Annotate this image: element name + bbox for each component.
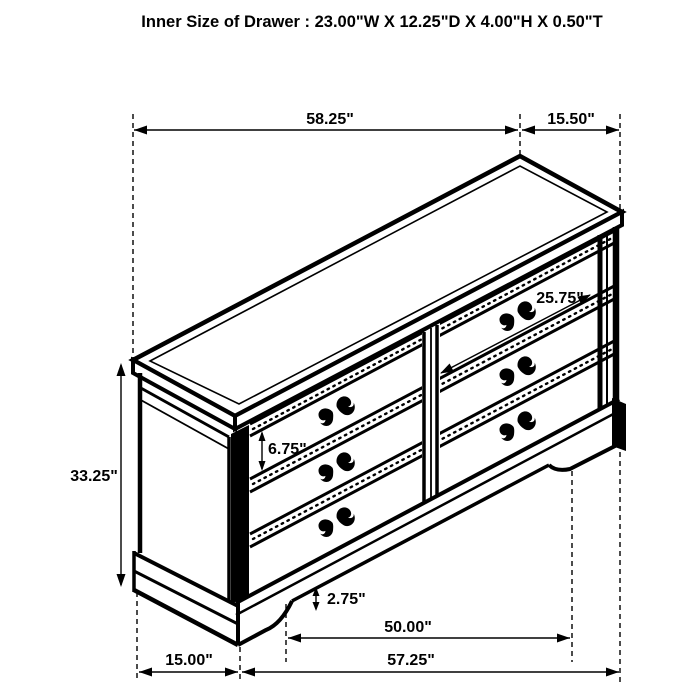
dresser-drawing xyxy=(133,156,626,645)
dim-top-width xyxy=(134,111,518,135)
page-title: Inner Size of Drawer : 23.00"W X 12.25"D X 4.00"H X 0.50"T xyxy=(141,13,603,31)
base-plinth xyxy=(134,398,626,645)
center-stile xyxy=(422,323,440,505)
dim-drawer-opening-width-label: 25.75" xyxy=(536,290,584,307)
dim-front-width-label: 57.25" xyxy=(387,652,435,669)
dim-foot-height-label: 2.75" xyxy=(327,591,366,608)
right-corner-post xyxy=(600,227,616,412)
dim-overall-height xyxy=(70,363,125,587)
dim-top-depth-label: 15.50" xyxy=(547,111,595,128)
dim-between-feet-width xyxy=(288,619,570,643)
dim-side-depth xyxy=(139,652,238,677)
dim-top-depth xyxy=(522,111,619,135)
dim-between-feet-width-label: 50.00" xyxy=(384,619,432,636)
dim-foot-height xyxy=(313,587,366,611)
dim-top-width-label: 58.25" xyxy=(306,111,354,128)
dim-front-width xyxy=(242,652,619,677)
left-corner-post xyxy=(231,425,249,644)
dim-drawer-front-height-label: 6.75" xyxy=(268,441,307,458)
dim-overall-height-label: 33.25" xyxy=(70,468,118,485)
dim-side-depth-label: 15.00" xyxy=(165,652,213,669)
